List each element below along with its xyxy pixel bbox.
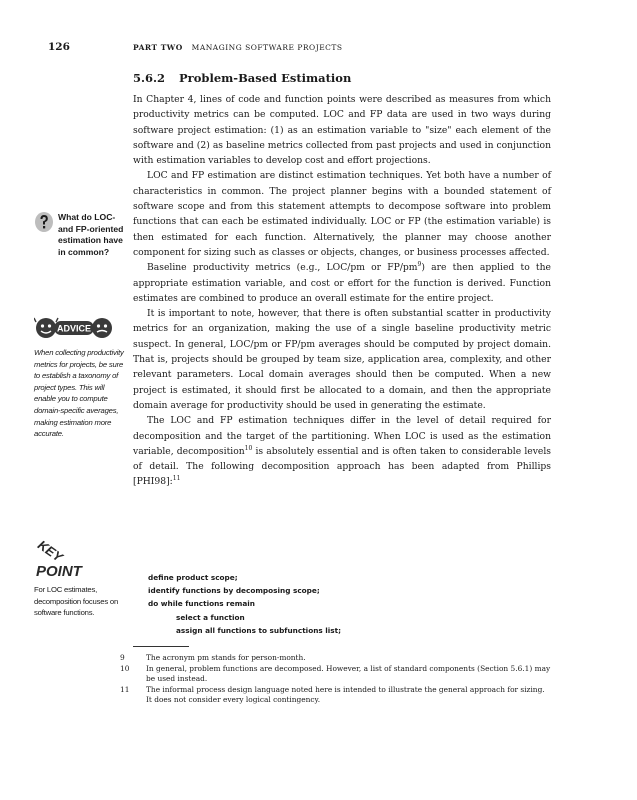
paragraph-5-part-a: The LOC and FP estimation techniques differ in the level of detail required for decomposition and the target of the partitioning. When LOC is used as the estimation variable, decomposition: [133, 415, 551, 457]
footnote-text: The informal process design language noted here is intended to illustrate the general approach for sizing. It does not consider every logical contingency.: [146, 684, 545, 705]
footnote: [120, 664, 552, 685]
footnote-number: 9: [120, 653, 125, 662]
paragraph-3-part-b: ) are then applied to the appropriate estimation variable, and cost or effort for the function is derived. Function estimates are combined to produce an overall estimate for the entire project.: [133, 262, 551, 304]
footnote-ref-9: 9: [417, 261, 422, 269]
point-label: POINT: [36, 563, 82, 578]
question-mark-icon: [34, 211, 54, 233]
advice-face-icon: [34, 316, 126, 340]
advice-text: When collecting productivity metrics for projects, be sure to establish a taxonomy of project types. This will enable you to compute domain-specific averages, making estimation more accurate.: [34, 348, 124, 439]
footnote-ref-10: 10: [244, 444, 253, 452]
footnote-ref-11: 11: [172, 475, 181, 483]
body-text: [133, 92, 551, 490]
paragraph-5: [133, 413, 551, 489]
key-label: KEY: [34, 538, 66, 565]
paragraph-1: In Chapter 4, lines of code and function points were described as measures from which productivity metrics can be computed. LOC and FP data are used in two ways during software project estimation: (1) as an estimation variable to "size" each element of the software and (2) as baseline metrics collected from past projects and used in conjunction with estimation variables to develop cost and effort projections.: [133, 94, 551, 167]
footnote: [120, 653, 552, 664]
paragraph-4: It is important to note, however, that there is often substantial scatter in productivity metrics for an organization, making the use of a single baseline productivity metric suspect. In general, LOC/pm or FP/pm averages should be computed by project domain. That is, projects should be grouped by team size, application area, complexity, and other relevant parameters. Local domain averages should then be computed. When a new project is estimated, it should first be allocated to a domain, and then the appropriate domain average for productivity should be used in generating the estimate.: [133, 308, 551, 411]
footnote-number: 10: [120, 663, 130, 673]
footnote-divider: [133, 646, 189, 647]
code-line: select a function: [176, 612, 245, 622]
code-line: do while functions remain: [148, 599, 255, 609]
section-heading: [133, 71, 351, 85]
section-title: Problem-Based Estimation: [179, 71, 352, 85]
page-number: 126: [48, 41, 70, 53]
code-line: identify functions by decomposing scope;: [148, 586, 320, 596]
paragraph-3: [133, 260, 551, 306]
margin-question-row: [34, 212, 126, 258]
paragraph-3-part-a: Baseline productivity metrics (e.g., LOC/pm or FP/pm: [147, 262, 418, 274]
margin-question-text: What do LOC- and FP-oriented estimation have in common?: [58, 212, 124, 257]
code-line: assign all functions to subfunctions list;: [176, 625, 342, 635]
part-label: PART TWO: [133, 43, 183, 52]
footnote-number: 11: [120, 684, 130, 694]
footnote-text: The acronym pm stands for person-month.: [146, 653, 306, 662]
paragraph-2: LOC and FP estimation are distinct estimation techniques. Yet both have a number of characteristics in common. The project planner begins with a bounded statement of software scope and from this statement attempts to decompose software into problem functions that can each be estimated individually. LOC or FP (the estimation variable) is then estimated for each function. Alternatively, the planner may choose another component for sizing such as classes or objects, changes, or business processes affected.: [133, 170, 551, 258]
margin-advice: [34, 316, 126, 440]
key-icon: [34, 538, 104, 578]
paragraph-5-part-b: is absolutely essential and is often taken to considerable levels of detail. The following decomposition approach has been adapted from Phillips [PHI98]:: [133, 445, 551, 488]
footnote-text: In general, problem functions are decomposed. However, a list of standard components (Section 5.6.1) may be used instead.: [146, 663, 551, 684]
part-title: MANAGING SOFTWARE PROJECTS: [191, 43, 343, 52]
running-head: [133, 43, 343, 52]
key-point-text: For LOC estimates, decomposition focuses on software functions.: [34, 585, 119, 618]
footnotes: [120, 653, 552, 706]
section-number: 5.6.2: [133, 71, 166, 85]
pseudocode-block: [148, 571, 341, 637]
advice-label: ADVICE: [56, 323, 92, 334]
margin-question: [34, 212, 126, 258]
margin-key-point: [34, 538, 126, 619]
footnote: [120, 685, 552, 706]
code-line: define product scope;: [148, 573, 238, 582]
